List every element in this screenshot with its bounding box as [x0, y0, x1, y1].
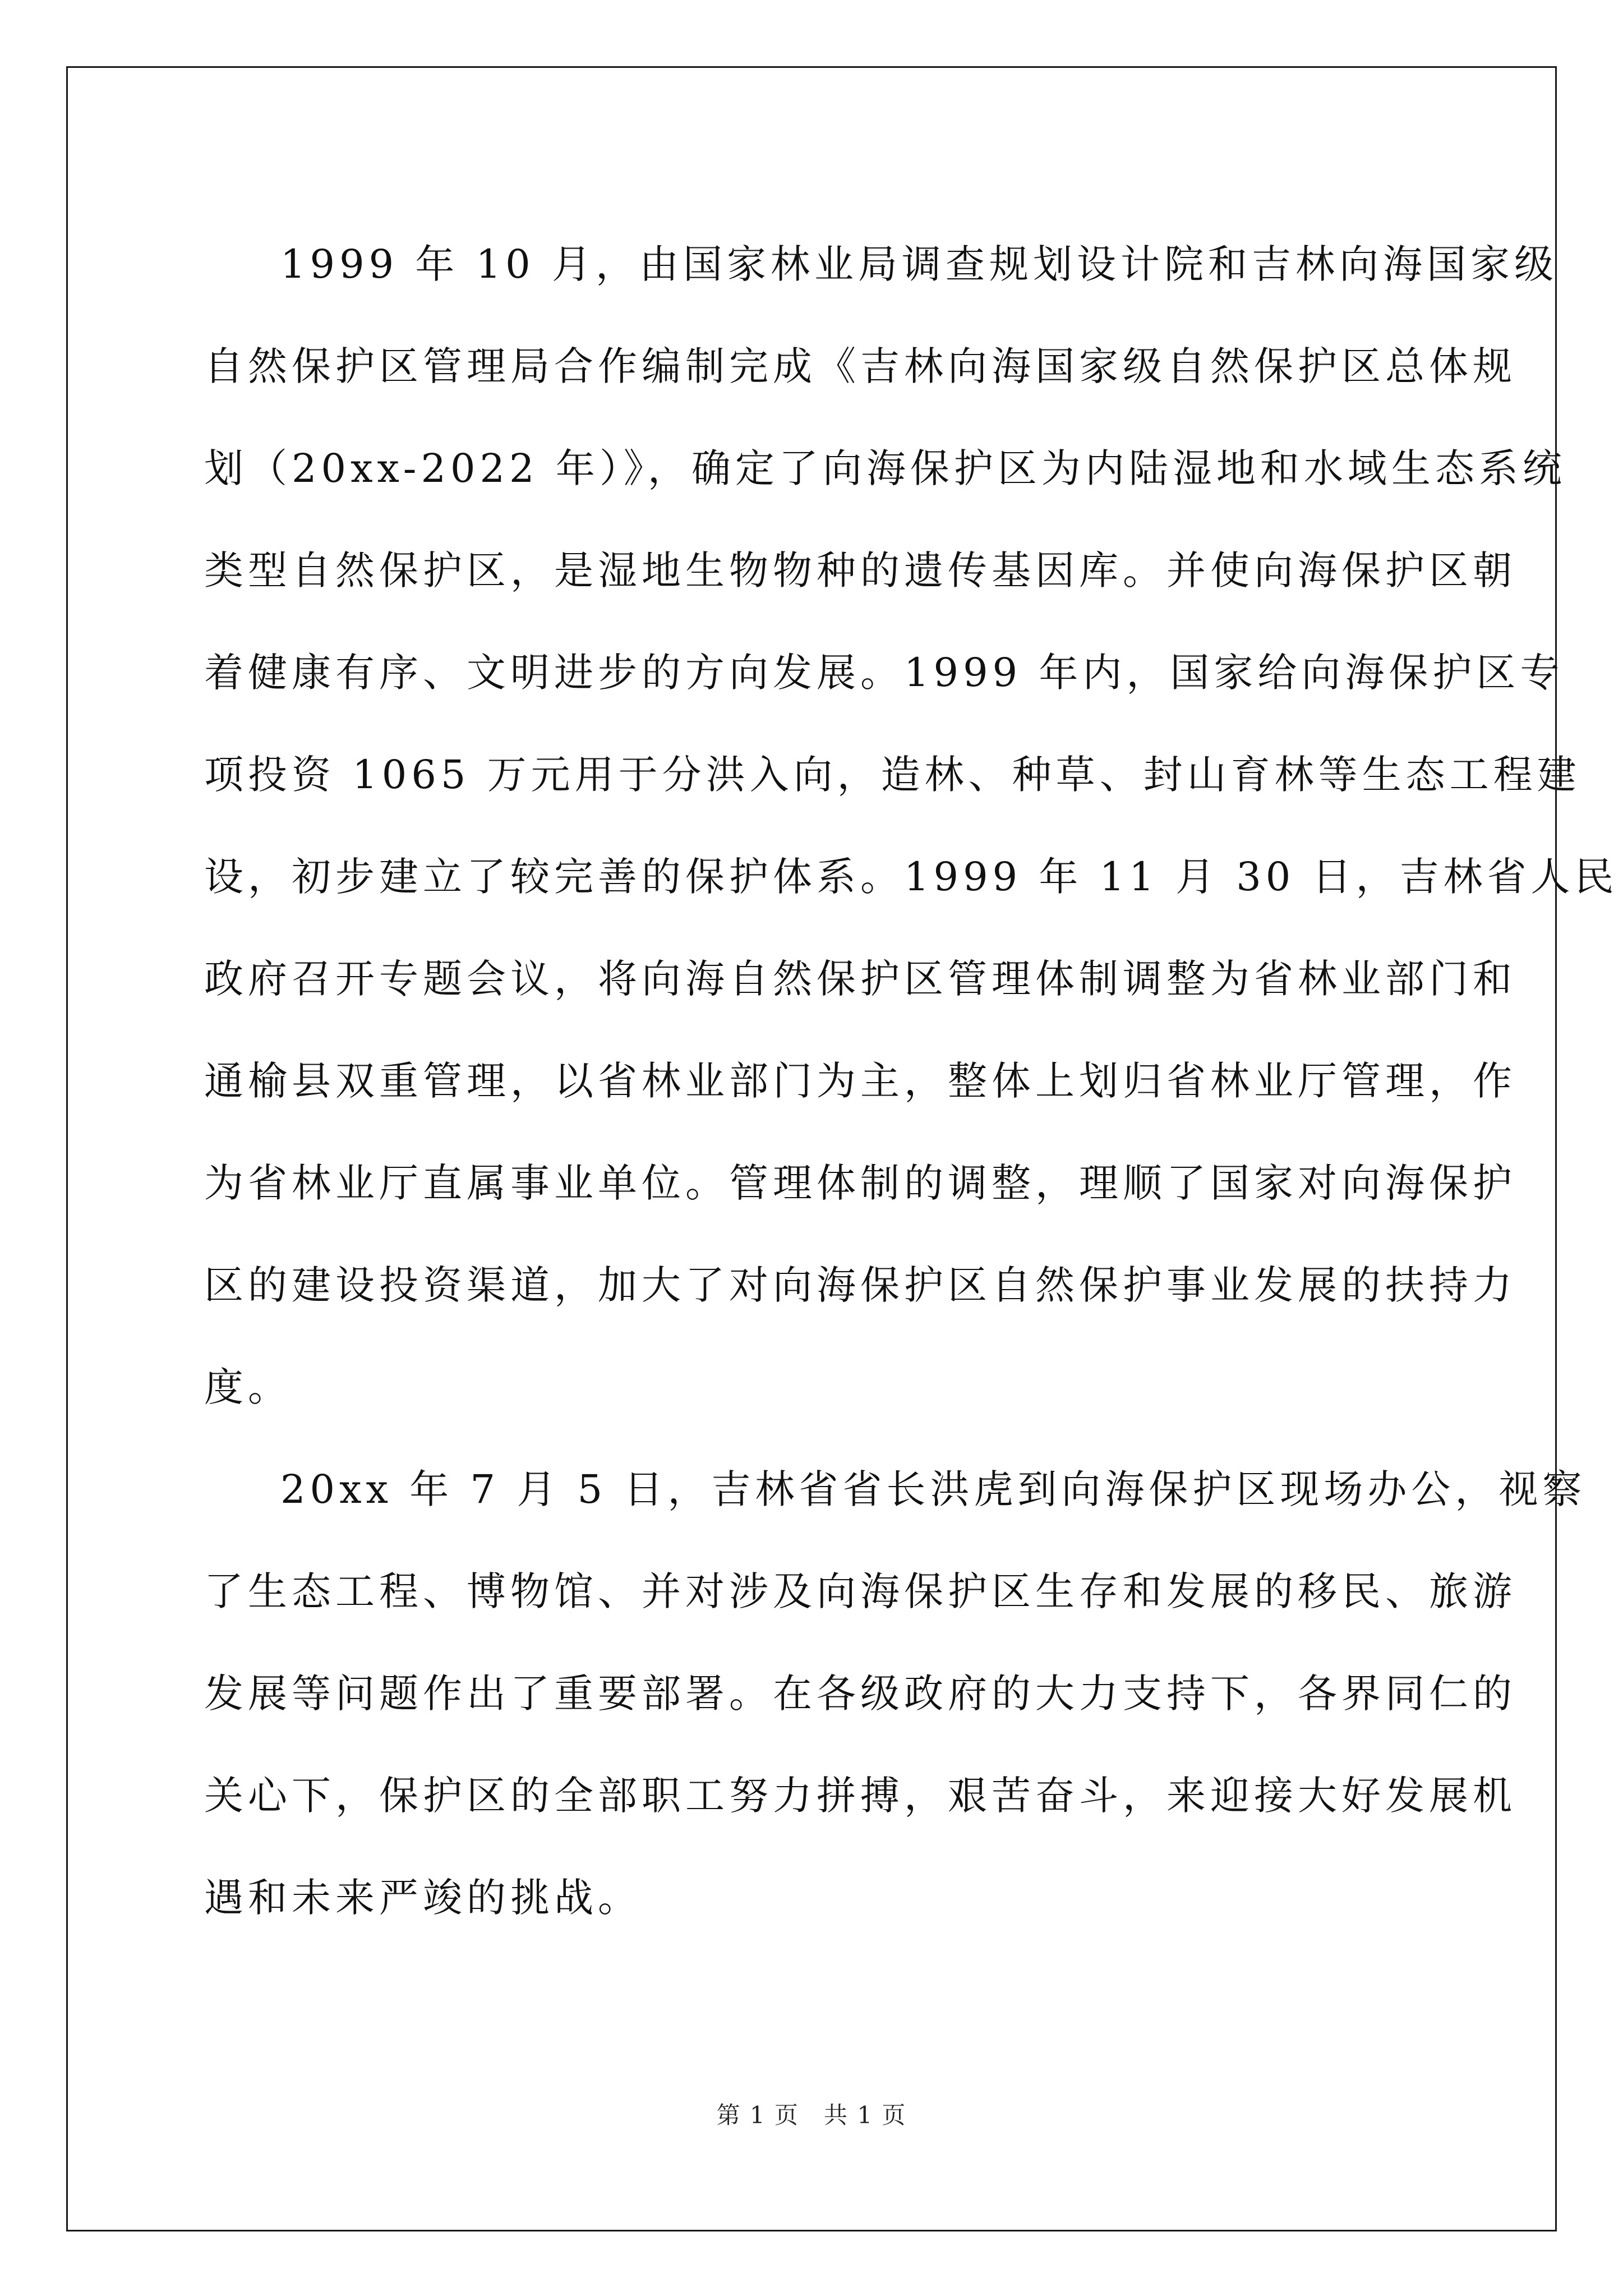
text-line: 度。	[204, 1364, 292, 1410]
text-line: 类型自然保护区，是湿地生物物种的遗传基因库。并使向海保护区朝	[204, 547, 1516, 593]
paragraph-1	[204, 213, 1619, 1438]
text-line: 区的建设投资渠道，加大了对向海保护区自然保护事业发展的扶持力	[204, 1262, 1516, 1308]
text-line: 政府召开专题会议，将向海自然保护区管理体制调整为省林业部门和	[204, 956, 1516, 1002]
text-line: 着健康有序、文明进步的方向发展。1999 年内，国家给向海保护区专	[204, 650, 1564, 696]
text-line: 20xx 年 7 月 5 日，吉林省省长洪虎到向海保护区现场办公，视察	[280, 1466, 1587, 1512]
text-line: 设，初步建立了较完善的保护体系。1999 年 11 月 30 日，吉林省人民	[204, 854, 1619, 900]
document-body	[204, 213, 1619, 1949]
text-line: 了生态工程、博物馆、并对涉及向海保护区生存和发展的移民、旅游	[204, 1568, 1516, 1614]
text-line: 通榆县双重管理，以省林业部门为主，整体上划归省林业厅管理，作	[204, 1058, 1516, 1104]
text-line: 划（20xx-2022 年）》，确定了向海保护区为内陆湿地和水域生态系统	[204, 445, 1566, 491]
text-line: 1999 年 10 月，由国家林业局调查规划设计院和吉林向海国家级	[280, 241, 1558, 287]
text-line: 关心下，保护区的全部职工努力拼搏，艰苦奋斗，来迎接大好发展机	[204, 1773, 1516, 1819]
text-line: 自然保护区管理局合作编制完成《吉林向海国家级自然保护区总体规	[204, 343, 1516, 389]
page-number-footer: 第 1 页 共 1 页	[716, 2101, 907, 2129]
text-line: 为省林业厅直属事业单位。管理体制的调整，理顺了国家对向海保护	[204, 1160, 1516, 1206]
text-line: 项投资 1065 万元用于分洪入向，造林、种草、封山育林等生态工程建	[204, 752, 1581, 798]
text-line: 遇和未来严竣的挑战。	[204, 1875, 642, 1921]
paragraph-2	[204, 1438, 1587, 1949]
text-line: 发展等问题作出了重要部署。在各级政府的大力支持下，各界同仁的	[204, 1671, 1516, 1717]
